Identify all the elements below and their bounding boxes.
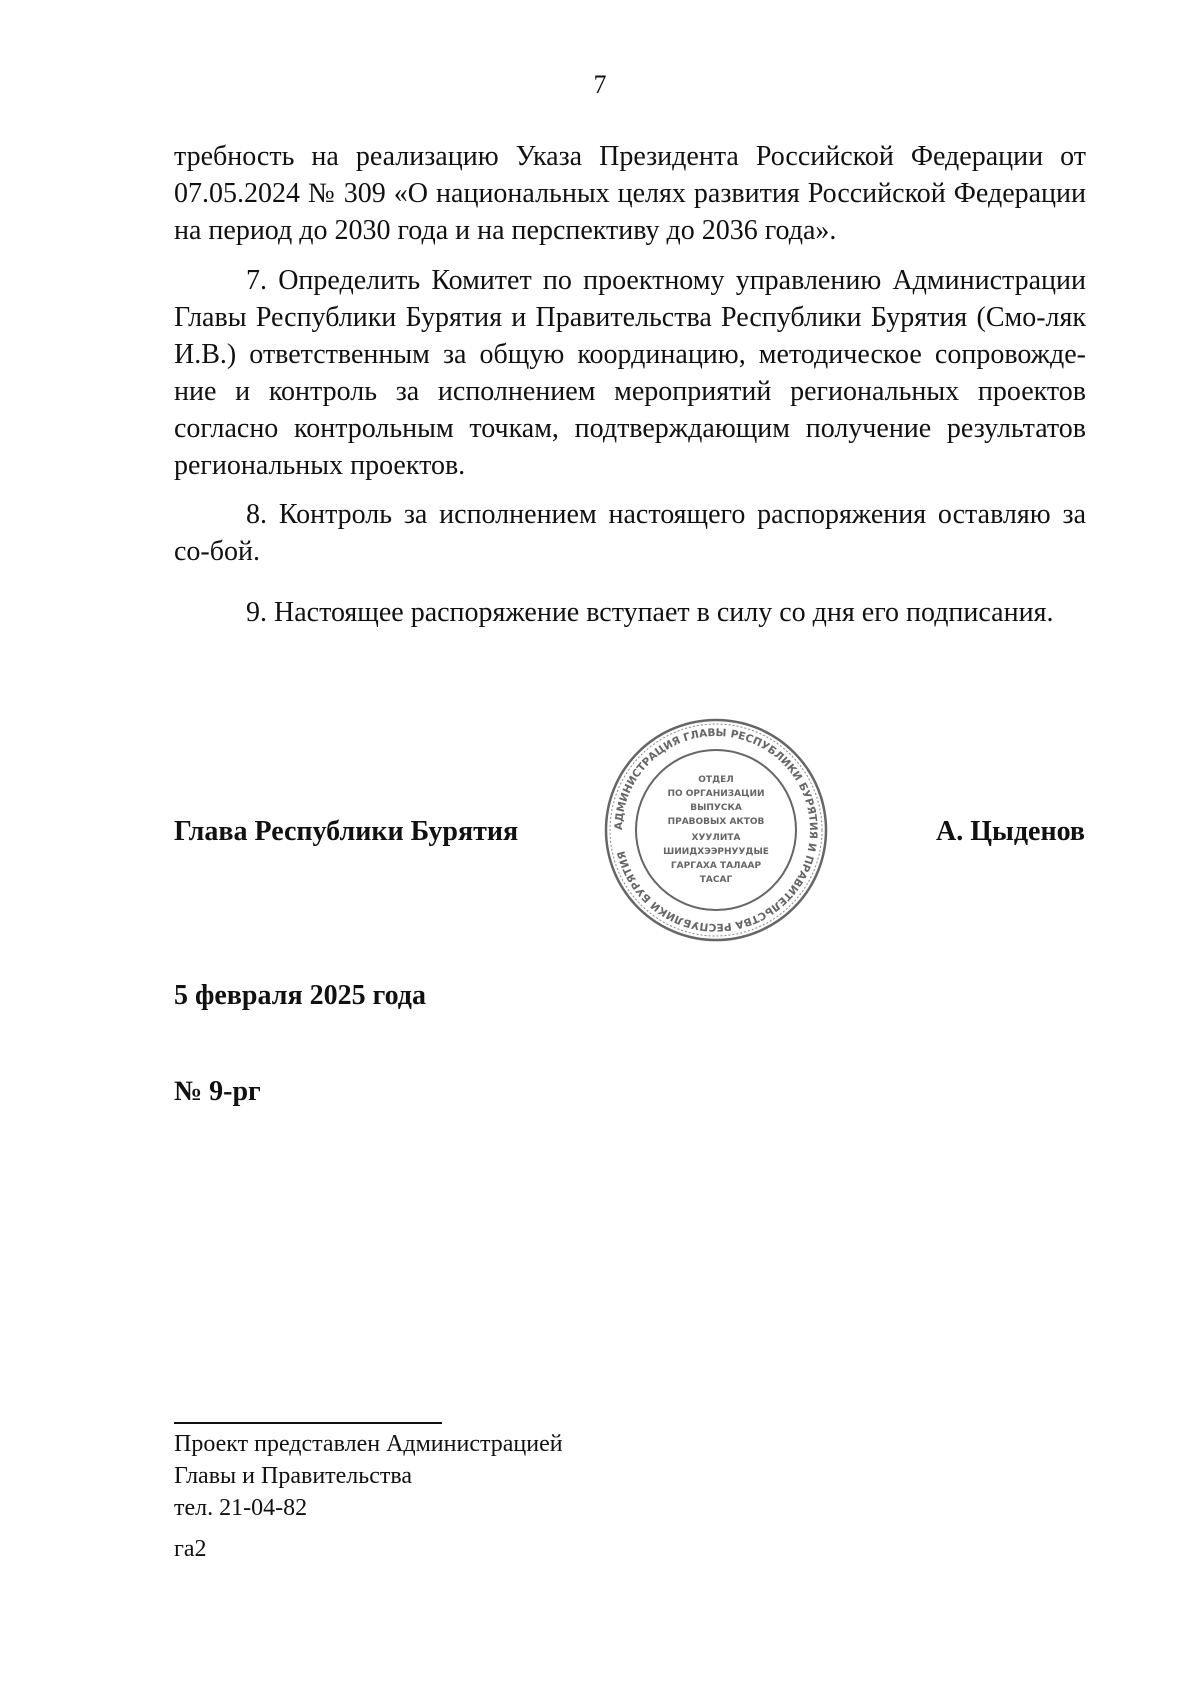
paragraph-7: 7. Определить Комитет по проектному управлению Администрации Главы Республики Бурятия и Правительства Республики Бурятия (Смо-ляк И.В.) ответственным за общую координацию, методическое сопровожде-ние и контроль за исполнением мероприятий региональных проектов согласно контрольным точкам, подтверждающим получение результатов региональных проектов. [174,265,1086,481]
seal-line: ШИИДХЭЭРНУУДЫЕ [663,847,769,857]
signatory-name: А. Цыденов [936,816,1086,847]
seal-line: ОТДЕЛ [698,775,734,785]
seal-line: ПРАВОВЫХ АКТОВ [667,817,765,827]
footer-line: Проект представлен Администрацией [174,1431,563,1457]
footer-rule [174,1422,442,1424]
signatory-title: Глава Республики Бурятия [174,816,519,847]
official-seal [602,716,830,944]
footer-note [174,1428,563,1524]
document-number: № 9-рг [174,1076,261,1107]
paragraph-8: 8. Контроль за исполнением настоящего распоряжения оставляю за со-бой. [174,499,1086,567]
executor-code: га2 [174,1536,207,1562]
footer-line: тел. 21-04-82 [174,1495,308,1521]
seal-inner-ring [636,750,796,910]
seal-line: ГАРГАХА ТАЛААР [670,861,762,871]
seal-line: ВЫПУСКА [690,803,742,813]
seal-outer-text: АДМИНИСТРАЦИЯ ГЛАВЫ РЕСПУБЛИКИ БУРЯТИЯ И ПРАВИТЕЛЬСТВА РЕСПУБЛИКИ БУРЯТИЯ [612,726,820,934]
seal-line: ХУУЛИТА [691,833,741,843]
page-number: 7 [593,70,607,99]
paragraph-continuation: требность на реализацию Указа Президента Российской Федерации от 07.05.2024 № 309 «О национальных целях развития Российской Федерации на период до 2030 года и на перспективу до 2036 года». [174,141,1086,246]
seal-outer-ring [606,720,826,940]
paragraph-9: 9. Настоящее распоряжение вступает в силу со дня его подписания. [246,597,1054,628]
seal-line: ТАСАГ [699,875,733,885]
seal-line: ПО ОРГАНИЗАЦИИ [667,789,765,799]
footer-line: Главы и Правительства [174,1463,413,1489]
document-date: 5 февраля 2025 года [174,980,426,1011]
